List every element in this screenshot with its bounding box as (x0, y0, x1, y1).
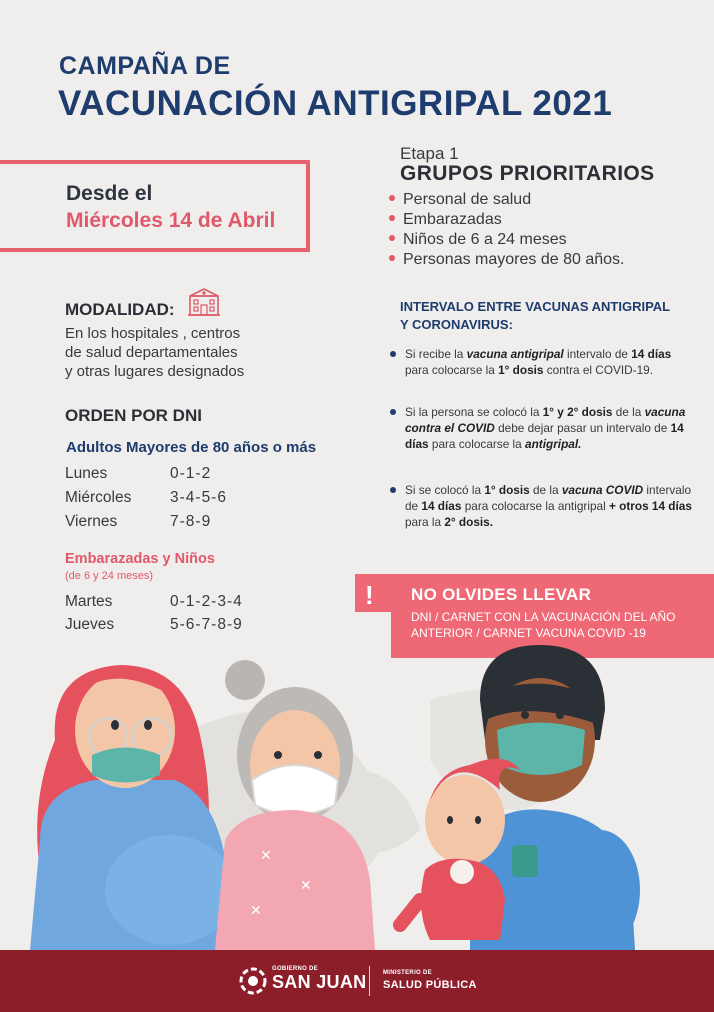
modality-title: MODALIDAD: (65, 300, 175, 319)
government-logo-icon (238, 966, 268, 996)
campaign-title-line1: CAMPAÑA DE (59, 52, 231, 80)
schedule-row: Viernes 7-8-9 (65, 513, 212, 530)
reminder-text: DNI / CARNET CON LA VACUNACIÓN DEL AÑO ANTERIOR / CARNET VACUNA COVID -19 (411, 610, 676, 640)
priority-groups-list (389, 190, 624, 270)
modality-description: En los hospitales , centros de salud departamentales y otras lugares designados (65, 325, 245, 380)
stage-label: Etapa 1 (400, 144, 459, 163)
list-item: Embarazadas (389, 210, 624, 230)
reminder-title: NO OLVIDES LLEVAR (411, 585, 592, 604)
schedule-row: Jueves 5-6-7-8-9 (65, 616, 243, 633)
priority-groups-title: GRUPOS PRIORITARIOS (400, 162, 655, 185)
interval-item: Si recibe la vacuna antigripal intervalo de 14 días para colocarse la 1° dosis contra el COVID-19. (390, 346, 695, 378)
start-date-box (0, 160, 310, 252)
pregnant-woman-figure (30, 665, 235, 950)
dni-order-title: ORDEN POR DNI (65, 406, 202, 425)
list-item: Personal de salud (389, 190, 624, 210)
schedule-row: Miércoles 3-4-5-6 (65, 489, 227, 506)
start-date-value: Miércoles 14 de Abril (66, 209, 276, 232)
man-with-baby-figure (400, 645, 640, 950)
interval-title: INTERVALO ENTRE VACUNAS ANTIGRIPAL Y CORONAVIRUS: (400, 299, 671, 332)
adults-group-title: Adultos Mayores de 80 años o más (66, 439, 317, 456)
bullet-icon (389, 215, 395, 221)
interval-item: Si se colocó la 1° dosis de la vacuna COVID intervalo de 14 días para colocarse la antigripal + otros 14 días para la 2° dosis. (390, 482, 695, 530)
schedule-row: Martes 0-1-2-3-4 (65, 593, 243, 610)
list-item: Niños de 6 a 24 meses (389, 230, 624, 250)
bullet-icon (390, 487, 396, 493)
people-illustration (0, 640, 714, 950)
government-label-small: GOBIERNO DE (272, 966, 318, 972)
schedule-row: Lunes 0-1-2 (65, 465, 212, 482)
svg-text:✕: ✕ (260, 847, 272, 863)
pregnant-children-title: Embarazadas y Niños (65, 551, 215, 567)
ministry-label: SALUD PÚBLICA (383, 979, 477, 991)
ministry-label-small: MINISTERIO DE (383, 970, 432, 976)
svg-text:✕: ✕ (250, 902, 262, 918)
start-date-label: Desde el (66, 182, 153, 205)
bullet-icon (390, 351, 396, 357)
bullet-icon (389, 255, 395, 261)
exclamation-icon: ! (365, 580, 374, 610)
list-item: Personas mayores de 80 años. (389, 250, 624, 270)
campaign-title-line2: VACUNACIÓN ANTIGRIPAL 2021 (58, 84, 613, 123)
interval-item: Si la persona se colocó la 1° y 2° dosis de la vacuna contra el COVID debe dejar pasar un intervalo de 14 días para colocarse la antigripal. (390, 404, 695, 452)
pregnant-children-subtitle: (de 6 y 24 meses) (65, 570, 154, 582)
svg-text:✕: ✕ (300, 877, 312, 893)
bullet-icon (390, 409, 396, 415)
footer-divider (369, 966, 370, 996)
government-label: SAN JUAN (272, 972, 367, 992)
hospital-icon (188, 287, 220, 317)
bullet-icon (389, 235, 395, 241)
bullet-icon (389, 195, 395, 201)
